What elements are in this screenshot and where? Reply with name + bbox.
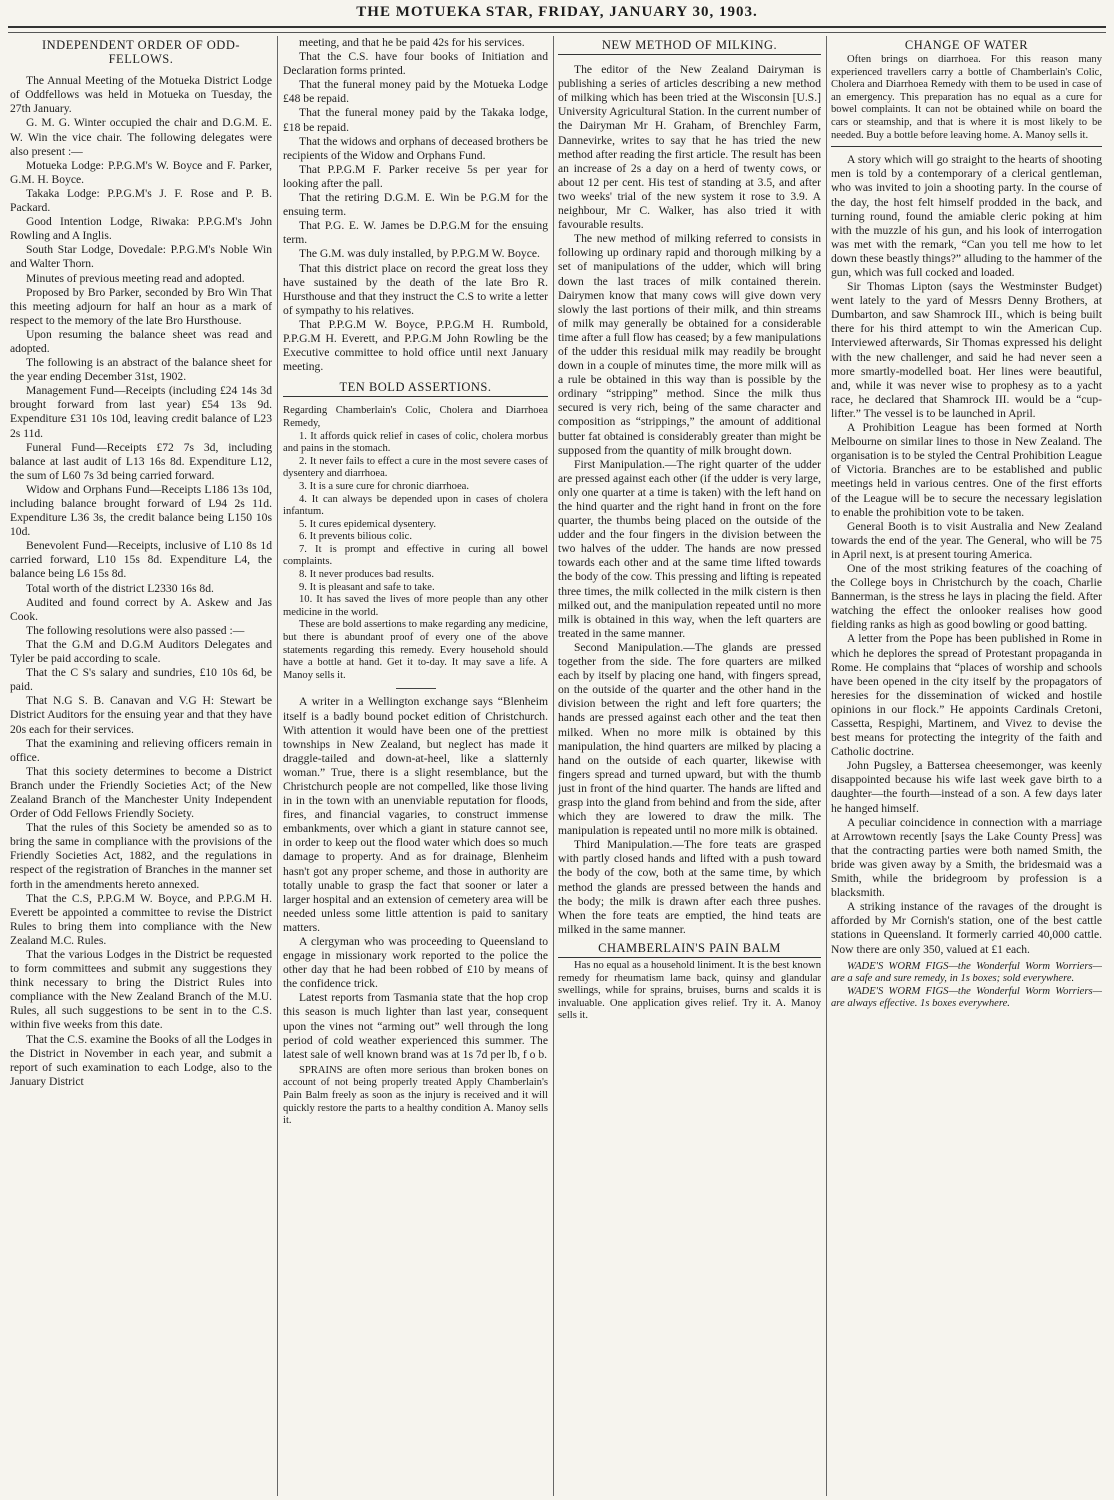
article-body-continued [283,36,548,374]
column-two [283,36,548,1496]
paragraph: That the C S's salary and sundries, £10 10s 6d, be paid. [10,666,272,694]
paragraph: Proposed by Bro Parker, seconded by Bro Win That this meeting adjourn for half an hour as a mark of respect to the memory of the late Bro Hursthouse. [10,285,272,327]
paragraph: A writer in a Wellington exchange says “Blenheim itself is a badly bound pocket edition of Christchurch. With attention it would have been one of the prettiest townships in New Zealand, but neglect has made it draggle-tailed and down-at-heel, like a slatternly woman.” True, there is a slight resemblance, but the Christchurch people are not compelled, like those living in in the town with an unenviable reputation for floods, fires, and financial vagaries, to construct immense embankments, over which a giant in stature cannot see, in order to keep out the flood water which does so much damage to property. And as for drainage, Blenheim hasn't got any proper scheme, and those in authority are totally unable to grasp the fact that sooner or later a larger hospital and an extension of cemetery area will be needed unless some little attention is paid to sanitary matters. [283,695,548,934]
column-divider [553,36,554,1496]
paragraph: The following is an abstract of the balance sheet for the year ending December 31st, 1902. [10,356,272,384]
paragraph: A letter from the Pope has been published in Rome in which he deplores the spread of Protestant propaganda in Rome. He complains that “places of worship and schools have been opened in the city itself by the propagators of heresies for the dissemination of wicked and hostile opinions in our flock.” He appoints Cardinals Cretoni, Cassetta, Respighi, Martinem, and Vivez to devise the best means for protecting the integrity of the faith and Catholic doctrine. [831,632,1102,759]
paragraph: That this district place on record the great loss they have sustained by the death of the late Bro R. Hursthouse and that they instruct the C.S to write a letter of sympathy to his relatives. [283,261,548,317]
paragraph: That the funeral money paid by the Takaka lodge, £18 be repaid. [283,106,548,134]
assertion-item: 4. It can always be depended upon in cases of cholera infantum. [283,493,548,518]
paragraph: Takaka Lodge: P.P.G.M's J. F. Rose and P. B. Packard. [10,186,272,215]
paragraph: Good Intention Lodge, Riwaka: P.P.G.M's John Rowling and A Inglis. [10,215,272,243]
paragraph: The editor of the New Zealand Dairyman is publishing a series of articles describing a new method of milking which has been tried at the Wisconsin [U.S.] University Agricultural Station. In the current number of the Dairyman Mr H. Graham, of Brenchley Farm, Dannevirke, writes to say that he has tried the new method after reading the first article. The result has been an increase of 2s a day on a herd of twenty cows, or about 12 per cent. His test of standing at 3.5, and after two weeks' trial of the new system it rose to 3.9. A neighbour, Mr C. Walker, has also tried it with favourable results. [558,63,821,232]
assertion-item: 8. It never produces bad results. [299,569,435,581]
paragraph: A clergyman who was proceeding to Queensland to engage in missionary work reported to the police the other day that he had been robbed of £10 by means of the confidence trick. [283,935,548,991]
paragraph: That P.G. E. W. James be D.P.G.M for the ensuing term. [283,219,548,247]
paragraph: That the funeral money paid by the Motueka Lodge £48 be repaid. [283,78,548,106]
assertion-item: 2. It never fails to effect a cure in the most severe cases of dysentery and diarrhoea. [283,455,548,480]
paragraph: The G.M. was duly installed, by P.P.G.M W. Boyce. [299,247,540,261]
paragraph: That the retiring D.G.M. E. Win be P.G.M for the ensuing term. [283,191,548,219]
paragraph: Second Manipulation.—The glands are pressed together from the side. The fore quarters are milked each by itself by placing one hand, with fingers spread, on the outside of the quarter and the other hand in the division between the right and left fore quarters; the hands are pressed against each other and the teat then milked. When no more milk is obtained by this manipulation, the hind quarters are milked by placing a hand on the outside of each quarter, likewise with fingers spread and turned upward, but with the thumb just in front of the hind quarter. The hands are lifted and grasp into the gland from behind and from the side, after which they are lowered to draw the milk. The manipulation is repeated until no more milk is obtained. [558,640,821,838]
paragraph: Audited and found correct by A. Askew and Jas Cook. [10,595,272,623]
paragraph: The following resolutions were also passed :— [26,623,245,637]
article-body [831,153,1102,956]
paragraph: Funeral Fund—Receipts £72 7s 3d, including balance at last audit of L13 16s 8d. Expenditure L12, the sum of L60 7s 3d being carried forward. [10,440,272,482]
paragraph: That P.P.G.M F. Parker receive 5s per year for looking after the pall. [283,162,548,190]
column-oddfellows [10,36,272,1496]
assertion-item: 1. It affords quick relief in cases of colic, cholera morbus and pains in the stomach. [283,430,548,455]
advert-line: WADE'S WORM FIGS—the Wonderful Worm Worriers—are a safe and sure remedy, in 1s boxes; sold everywhere. [831,960,1102,985]
paragraph: A Prohibition League has been formed at North Melbourne on similar lines to those in New Zealand. The organisation is to be styled the Central Prohibition League of Victoria. Branches are to be established and public meetings held in various centres. One of the first efforts of the League will be to secure the necessary legislation to enable the prohibition vote to be taken. [831,421,1102,519]
paragraph: The Annual Meeting of the Motueka District Lodge of Oddfellows was held in Motueka on Tuesday, the 27th January. [10,74,272,116]
column-divider [826,36,827,1496]
paragraph: That the widows and orphans of deceased brothers be recipients of the Widow and Orphans Fund. [283,134,548,162]
paragraph: Latest reports from Tasmania state that the hop crop this season is much lighter than last year, consequent upon the vines not “arming out” well through the long period of cold weather experienced this summer. The latest sale of well known brand was at 1s 7d per lb, f o b. [283,991,548,1061]
paragraph: First Manipulation.—The right quarter of the udder are pressed against each other (if the udder is very large, only one quarter at a time is taken) with the left hand on the hind quarter and the right hand in front on the fore quarter, the thumbs being placed on the outside of the udder and the four fingers in the division between the two halves of the udder. The hands are now pressed towards each other and at the same time lifted towards the body of the cow. This pressing and lifting is repeated three times, the milk collected in the milk cistern is then milked out, and the manipulation repeated until no more milk is obtained in this way, when the left quarters are treated in the same manner. [558,457,821,640]
assertions-list [283,431,548,683]
advert-heading: CHANGE OF WATER [904,38,1029,52]
article-body [283,695,548,1061]
top-rule [8,26,1106,33]
paragraph: Management Fund—Receipts (including £24 14s 3d brought forward from last year) £54 13s 9d. Expenditure £31 10s 10d, leaving credit balance of L23 2s 11d. [10,384,272,440]
column-four [831,36,1102,1496]
paragraph: South Star Lodge, Dovedale: P.P.G.M's Noble Win and Walter Thorn. [10,243,272,271]
assertion-item: 3. It is a sure cure for chronic diarrhoea. [299,480,470,492]
paragraph: That N.G S. B. Canavan and V.G H: Stewart be District Auditors for the ensuing year and that they have 20s each for their services. [10,694,272,736]
paragraph: Widow and Orphans Fund—Receipts L186 13s 10d, including balance brought forward of L94 2s 11d. Expenditure L36 3s, the credit balance being L150 10s 10d. [10,482,272,539]
paragraph: That the G.M and D.G.M Auditors Delegates and Tyler be paid according to scale. [10,637,272,666]
paragraph: A peculiar coincidence in connection with a marriage at Arrowtown recently [says the Lake County Press] was that the contracting parties were both named Smith, the bride was given away by a Smith, the bridesmaid was a Smith, while the bridegroom by profession is a blacksmith. [831,815,1102,900]
pain-balm-advert: Has no equal as a household liniment. It is the best known remedy for rheumatism lame back, quinsy and glandular swellings, while for sprains, bruises, burns and scalds it is invaluable. One application gives relief. Try it. A. Manoy sells it. [558,960,821,1022]
article-body [558,63,821,937]
paragraph: Total worth of the district L2330 16s 8d. [26,581,214,595]
article-heading: TEN BOLD ASSERTIONS. [283,380,548,397]
worm-figs-adverts [831,961,1102,1011]
separator [396,688,436,689]
advert-heading: CHAMBERLAIN'S PAIN BALM [558,941,821,958]
paragraph: A striking instance of the ravages of the drought is afforded by Mr Cornish's station, one of the best cattle stations in Queensland. It formerly carried 40,000 cattle. Now there are only 350, valued at £1 each. [831,900,1102,956]
paragraph: Upon resuming the balance sheet was read and adopted. [10,327,272,355]
paragraph: Motueka Lodge: P.P.G.M's W. Boyce and F. Parker, G.M. H. Boyce. [10,158,272,186]
paragraph: That the rules of this Society be amended so as to bring the same in compliance with the provisions of the Friendly Societies Act, 1882, and the regulations in respect of the registration of Branches in the manner set forth in the amendments hereto annexed. [10,821,272,891]
assertion-item: 9. It is pleasant and safe to take. [299,581,435,593]
assertion-item: 7. It is prompt and effective in curing all bowel complaints. [283,543,548,568]
column-milking [558,36,821,1496]
paragraph: Third Manipulation.—The fore teats are grasped with partly closed hands and lifted with a push toward the body of the cow, both at the same time, by which method the glands are pressed between the hands and the body; the milk is drawn after each three pushes. When the fore teats are emptied, the hind teats are milked in the same manner. [558,838,821,936]
paragraph: John Pugsley, a Battersea cheesemonger, was keenly disappointed because his wife last week gave birth to a daughter—the fourth—instead of a son. A few days later he hanged himself. [831,759,1102,815]
article-heading: NEW METHOD OF MILKING. [558,38,821,55]
paragraph: One of the most striking features of the coaching of the College boys in Christchurch by the coach, Charlie Bannerman, is the stress he lays in placing the field. After watching the effect the onlooker realises how good fielding ranks as high as good bowling or good batting. [831,561,1102,632]
assertion-item: 10. It has saved the lives of more people than any other medicine in the world. [283,594,548,618]
paragraph: G. M. G. Winter occupied the chair and D.G.M. E. W. Win the vice chair. The following delegates were also present :— [10,116,272,158]
assertion-item: 6. It prevents bilious colic. [299,531,412,543]
paragraph: That the examining and relieving officers remain in office. [10,736,272,764]
paragraph: A story which will go straight to the hearts of shooting men is told by a contemporary of a clerical gentleman, who was invited to join a shooting party. In the course of the day, the host felt himself prodded in the back, and turning round, found the amiable cleric poking at him with the muzzle of his gun, and his look of interrogation was met with the remark, “Can you tell me how to let down these beastly things?” alluding to the hammer of the gun, which was full cocked and loaded. [831,153,1102,279]
paragraph: Minutes of previous meeting read and adopted. [26,271,245,285]
assertion-item: These are bold assertions to make regarding any medicine, but there is abundant proof of every one of the above statements regarding this remedy. Every household should have a bottle at hand. Get it to-day. It may save a life. A Manoy sells it. [283,619,548,681]
paragraph: That this society determines to become a District Branch under the Friendly Societies Act; of the New Zealand Branch of the Manchester Unity Independent Order of Odd Fellows Friendly Society. [10,764,272,821]
paragraph: That the C.S. examine the Books of all the Lodges in the District in November in each year, and submit a report of such examination to each Lodge, also to the January District [10,1032,272,1088]
paragraph: General Booth is to visit Australia and New Zealand towards the end of the year. The General, who will be 75 in April next, is at present touring America. [831,519,1102,561]
article-heading: INDEPENDENT ORDER OF ODD-FELLOWS. [41,38,241,67]
assertion-item: 5. It cures epidemical dysentery. [299,518,436,530]
paragraph: meeting, and that he be paid 42s for his services. [299,36,525,49]
paragraph: Benevolent Fund—Receipts, inclusive of L10 8s 1d carried forward, L10 15s 8d. Expenditure L4, the balance being L6 15s 8d. [10,539,272,581]
change-of-water-advert: Often brings on diarrhoea. For this reason many experienced travellers carry a bottle of Chamberlain's Colic, Cholera and Diarrhoea Remedy with them to be used in case of an emergency. This preparation has no equal as a cure for bowel complaints. It can not be obtained while on board the cars or steamship, and that is where it is most likely to be needed. Buy a bottle before leaving home. A. Manoy sells it. [831,54,1102,147]
assertions-intro: Regarding Chamberlain's Colic, Cholera and Diarrhoea Remedy, [283,405,548,429]
paragraph: That the various Lodges in the District be requested to form committees and submit any suggestions they think necessary to bring the District Rules into compliance with the New Zealand Branch of the M.U. Rules, all such suggestions to be sent in to the C.S. within five weeks from this date. [10,948,272,1032]
paragraph: That the C.S. have four books of Initiation and Declaration forms printed. [283,50,548,78]
paragraph: The new method of milking referred to consists in following up ordinary rapid and thorough milking by a set of manipulations of the udder, which will bring down the last traces of milk contained therein. Dairymen know that many cows will give down very slowly the last portions of their milk, and thin streams of milk may generally be obtained for a considerable time after a full flow has ceased; by a few manipulations of the udder this residual milk may readily be brought down in a couple of minutes time, the more milk will as a rule be obtained in this way than is possible by the ordinary “stripping” method. Since the milk thus secured is very rich, being of the same character and composition as “strippings,” the amount of additional butter fat obtained is considerably greater than might be supposed from the quantity of milk brought down. [558,232,821,457]
advert-line: WADE'S WORM FIGS—the Wonderful Worm Worriers—are always effective. 1s boxes everywhere. [831,985,1102,1010]
masthead: THE MOTUEKA STAR, FRIDAY, JANUARY 30, 1903. [356,4,758,20]
paragraph: That the C.S, P.P.G.M W. Boyce, and P.P.G.M H. Everett be appointed a committee to revise the District Rules to bring them into compliance with the New Zealand M.C. Rules. [10,891,272,947]
column-divider [277,36,278,1496]
sprains-advert: SPRAINS are often more serious than broken bones on account of not being properly treated Apply Chamberlain's Pain Balm freely as soon as the injury is received and it will quickly restore the parts to a healthy condition A. Manoy sells it. [283,1064,548,1127]
paragraph: Sir Thomas Lipton (says the Westminster Budget) went lately to the yard of Messrs Denny Brothers, at Dumbarton, and saw Shamrock III., which is being built there for his third attempt to win the American Cup. Interviewed afterwards, Sir Thomas expressed his delight with the new challenger, and said he had never seen a more smartly-modelled boat. Her lines were beautiful, and, while it was never wise to prophesy as to a yacht race, he declared that Shamrock III. would be a “cup-lifter.” The vessel is to be launched in April. [831,280,1102,420]
article-body [10,74,272,1089]
paragraph: That P.P.G.M W. Boyce, P.P.G.M H. Rumbold, P.P.G.M H. Everett, and P.P.G.M John Rowling be the Executive committee to hold office until next January meeting. [283,317,548,374]
